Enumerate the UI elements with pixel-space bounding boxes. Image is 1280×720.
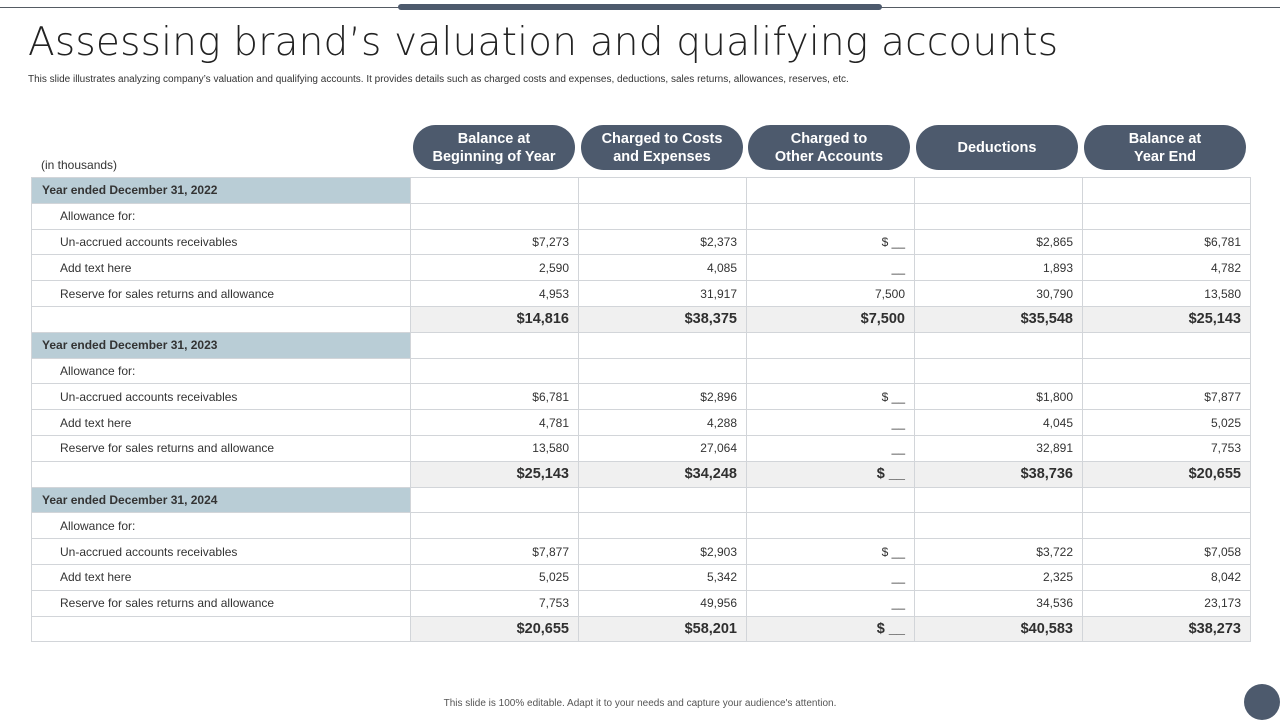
- value-cell: 1,893: [915, 255, 1083, 281]
- total-value-cell: $ __: [747, 461, 915, 487]
- table-row: [32, 281, 1251, 307]
- total-value-cell: $38,736: [915, 461, 1083, 487]
- corner-decoration: [1244, 684, 1280, 720]
- row-label: Reserve for sales returns and allowance: [32, 281, 411, 307]
- value-cell: [747, 203, 915, 229]
- table-row: [32, 203, 1251, 229]
- value-cell: $6,781: [1083, 229, 1251, 255]
- total-label-cell: [32, 306, 411, 332]
- table-row: [32, 590, 1251, 616]
- value-cell: $ __: [747, 229, 915, 255]
- value-cell: 5,025: [411, 564, 579, 590]
- empty-cell: [1083, 487, 1251, 513]
- value-cell: [747, 358, 915, 384]
- value-cell: [915, 358, 1083, 384]
- table-row: [32, 229, 1251, 255]
- row-label: Allowance for:: [32, 203, 411, 229]
- value-cell: $2,865: [915, 229, 1083, 255]
- value-cell: 7,753: [411, 590, 579, 616]
- empty-cell: [411, 487, 579, 513]
- total-row: [32, 616, 1251, 642]
- total-row: [32, 306, 1251, 332]
- valuation-table: [31, 177, 1251, 642]
- value-cell: [579, 203, 747, 229]
- value-cell: 4,953: [411, 281, 579, 307]
- column-header-balance-end: Balance at Year End: [1084, 125, 1246, 170]
- slide-subtitle: This slide illustrates analyzing company’s valuation and qualifying accounts. It provides details such as charged costs and expenses, deductions, sales returns, allowances, reserves, etc.: [28, 74, 849, 85]
- row-label: Add text here: [32, 410, 411, 436]
- value-cell: $1,800: [915, 384, 1083, 410]
- total-value-cell: $35,548: [915, 306, 1083, 332]
- value-cell: $ __: [747, 539, 915, 565]
- value-cell: [579, 513, 747, 539]
- slide-title: Assessing brand’s valuation and qualifying accounts: [28, 20, 1059, 65]
- value-cell: $7,058: [1083, 539, 1251, 565]
- value-cell: __: [747, 410, 915, 436]
- value-cell: [411, 203, 579, 229]
- year-label: Year ended December 31, 2023: [32, 332, 411, 358]
- value-cell: $ __: [747, 384, 915, 410]
- column-header-balance-beginning: Balance at Beginning of Year: [413, 125, 575, 170]
- column-header-deductions: Deductions: [916, 125, 1078, 170]
- total-label-cell: [32, 616, 411, 642]
- value-cell: 5,025: [1083, 410, 1251, 436]
- value-cell: 31,917: [579, 281, 747, 307]
- value-cell: $2,896: [579, 384, 747, 410]
- value-cell: [915, 513, 1083, 539]
- value-cell: 4,288: [579, 410, 747, 436]
- value-cell: [411, 358, 579, 384]
- table-row: [32, 513, 1251, 539]
- total-value-cell: $25,143: [1083, 306, 1251, 332]
- footer-note: This slide is 100% editable. Adapt it to your needs and capture your audience's attention.: [443, 698, 837, 709]
- value-cell: 7,500: [747, 281, 915, 307]
- value-cell: __: [747, 590, 915, 616]
- total-value-cell: $38,375: [579, 306, 747, 332]
- row-label: Add text here: [32, 564, 411, 590]
- empty-cell: [411, 178, 579, 204]
- value-cell: $2,373: [579, 229, 747, 255]
- total-value-cell: $25,143: [411, 461, 579, 487]
- total-value-cell: $20,655: [411, 616, 579, 642]
- total-value-cell: $40,583: [915, 616, 1083, 642]
- value-cell: __: [747, 564, 915, 590]
- value-cell: 4,781: [411, 410, 579, 436]
- value-cell: [915, 203, 1083, 229]
- empty-cell: [1083, 332, 1251, 358]
- value-cell: $7,273: [411, 229, 579, 255]
- value-cell: [1083, 513, 1251, 539]
- empty-cell: [915, 487, 1083, 513]
- empty-cell: [747, 332, 915, 358]
- empty-cell: [915, 178, 1083, 204]
- value-cell: __: [747, 435, 915, 461]
- value-cell: [411, 513, 579, 539]
- value-cell: 49,956: [579, 590, 747, 616]
- top-accent-bar: [398, 4, 882, 10]
- value-cell: $6,781: [411, 384, 579, 410]
- value-cell: 4,045: [915, 410, 1083, 436]
- empty-cell: [579, 178, 747, 204]
- value-cell: 13,580: [411, 435, 579, 461]
- empty-cell: [411, 332, 579, 358]
- empty-cell: [747, 487, 915, 513]
- value-cell: $2,903: [579, 539, 747, 565]
- column-header-charged-other: Charged to Other Accounts: [748, 125, 910, 170]
- row-label: Add text here: [32, 255, 411, 281]
- table-row: [32, 435, 1251, 461]
- total-value-cell: $ __: [747, 616, 915, 642]
- total-value-cell: $34,248: [579, 461, 747, 487]
- value-cell: $7,877: [1083, 384, 1251, 410]
- value-cell: [747, 513, 915, 539]
- row-label: Un-accrued accounts receivables: [32, 229, 411, 255]
- row-label: Un-accrued accounts receivables: [32, 384, 411, 410]
- total-row: [32, 461, 1251, 487]
- total-label-cell: [32, 461, 411, 487]
- value-cell: 5,342: [579, 564, 747, 590]
- value-cell: 23,173: [1083, 590, 1251, 616]
- year-label: Year ended December 31, 2022: [32, 178, 411, 204]
- value-cell: 32,891: [915, 435, 1083, 461]
- value-cell: 27,064: [579, 435, 747, 461]
- year-label: Year ended December 31, 2024: [32, 487, 411, 513]
- value-cell: [1083, 203, 1251, 229]
- year-header-row: [32, 487, 1251, 513]
- units-label: (in thousands): [41, 158, 118, 172]
- table-row: [32, 358, 1251, 384]
- table-row: [32, 410, 1251, 436]
- table-row: [32, 539, 1251, 565]
- total-value-cell: $38,273: [1083, 616, 1251, 642]
- row-label: Allowance for:: [32, 358, 411, 384]
- value-cell: $7,877: [411, 539, 579, 565]
- row-label: Reserve for sales returns and allowance: [32, 435, 411, 461]
- value-cell: 2,590: [411, 255, 579, 281]
- empty-cell: [579, 332, 747, 358]
- value-cell: 7,753: [1083, 435, 1251, 461]
- row-label: Un-accrued accounts receivables: [32, 539, 411, 565]
- value-cell: 8,042: [1083, 564, 1251, 590]
- table-row: [32, 384, 1251, 410]
- row-label: Allowance for:: [32, 513, 411, 539]
- year-header-row: [32, 332, 1251, 358]
- table-row: [32, 564, 1251, 590]
- value-cell: 4,085: [579, 255, 747, 281]
- row-label: Reserve for sales returns and allowance: [32, 590, 411, 616]
- total-value-cell: $14,816: [411, 306, 579, 332]
- value-cell: $3,722: [915, 539, 1083, 565]
- total-value-cell: $7,500: [747, 306, 915, 332]
- empty-cell: [915, 332, 1083, 358]
- value-cell: [1083, 358, 1251, 384]
- empty-cell: [579, 487, 747, 513]
- table-row: [32, 255, 1251, 281]
- value-cell: 34,536: [915, 590, 1083, 616]
- value-cell: __: [747, 255, 915, 281]
- column-header-charged-costs: Charged to Costs and Expenses: [581, 125, 743, 170]
- value-cell: 4,782: [1083, 255, 1251, 281]
- total-value-cell: $58,201: [579, 616, 747, 642]
- empty-cell: [1083, 178, 1251, 204]
- value-cell: 2,325: [915, 564, 1083, 590]
- year-header-row: [32, 178, 1251, 204]
- value-cell: 13,580: [1083, 281, 1251, 307]
- value-cell: [579, 358, 747, 384]
- total-value-cell: $20,655: [1083, 461, 1251, 487]
- value-cell: 30,790: [915, 281, 1083, 307]
- empty-cell: [747, 178, 915, 204]
